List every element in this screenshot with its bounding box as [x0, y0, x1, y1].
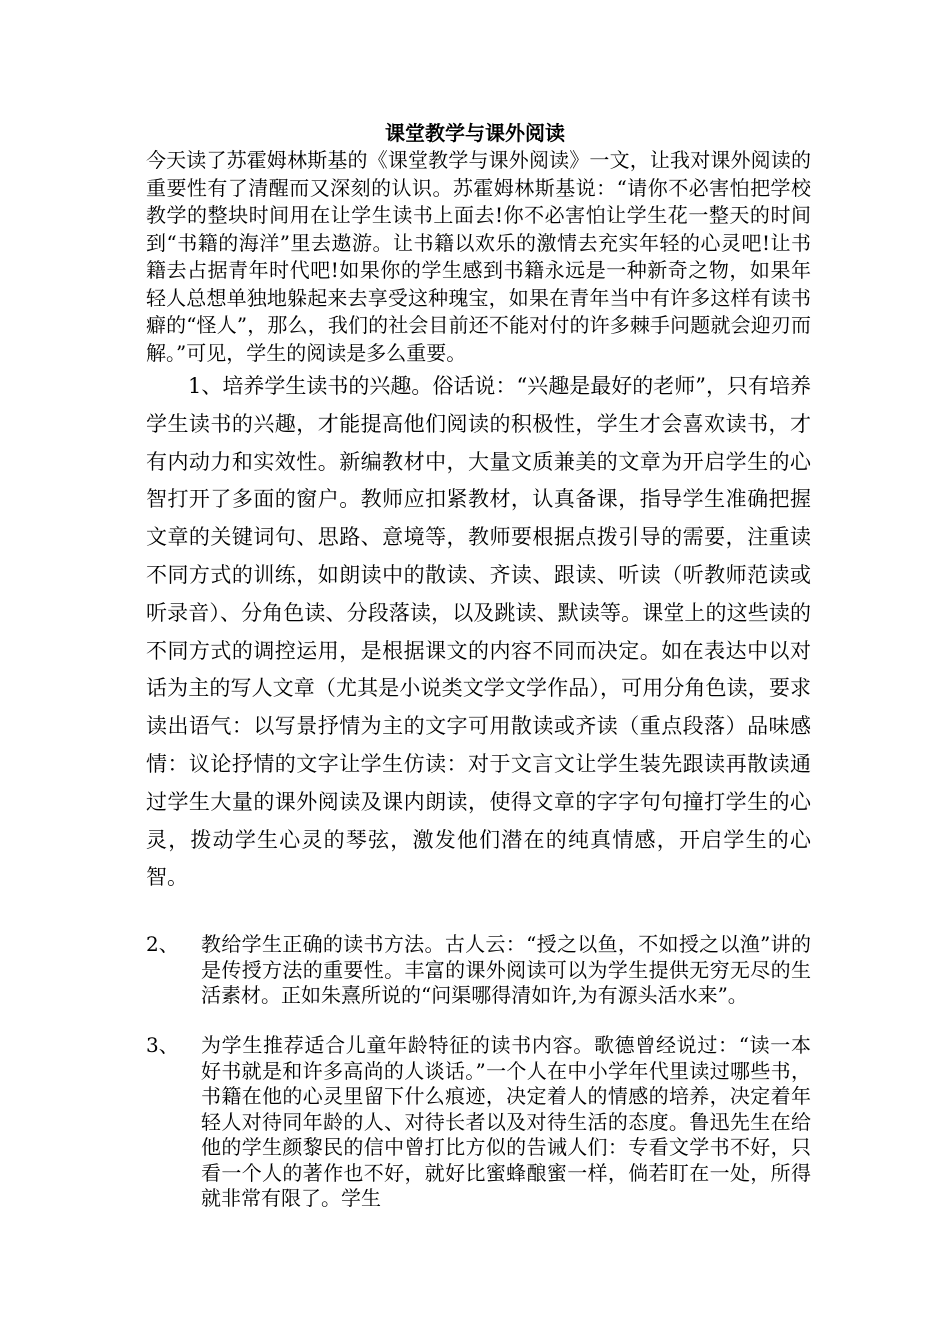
point-3-number: 3、 [146, 1033, 179, 1057]
point-2-number: 2、 [146, 932, 179, 956]
intro-paragraph: 今天读了苏霍姆林斯基的《课堂教学与课外阅读》一文，让我对课外阅读的重要性有了清醒而又深刻的认识。苏霍姆林斯基说：“请你不必害怕把学校教学的整块时间用在让学生读书上面去!你不必害怕让学生花一整天的时间到“书籍的海洋”里去遨游。让书籍以欢乐的激情去充实年轻的心灵吧!让书籍去占据青年时代吧!如果你的学生感到书籍永远是一种新奇之物，如果年轻人总想单独地躲起来去享受这种瑰宝，如果在青年当中有许多这样有读书癖的“怪人”，那么，我们的社会目前还不能对付的许多棘手问题就会迎刃而解。”可见，学生的阅读是多么重要。 [146, 148, 811, 365]
document-title: 课堂教学与课外阅读 [385, 121, 565, 145]
point-2-text: 教给学生正确的读书方法。古人云：“授之以鱼，不如授之以渔”讲的是传授方法的重要性。丰富的课外阅读可以为学生提供无穷无尽的生活素材。正如朱熹所说的“问渠哪得清如许,为有源头活水来”。 [201, 932, 811, 1007]
point-3-item [146, 1033, 811, 1212]
point-3-text: 为学生推荐适合儿童年龄特征的读书内容。歌德曾经说过：“读一本好书就是和许多高尚的人谈话。”一个人在中小学年代里读过哪些书，书籍在他的心灵里留下什么痕迹，决定着人的情感的培养，决定着年轻人对待同年龄的人、对待长者以及对待生活的态度。鲁迅先生在给他的学生颜黎民的信中曾打比方似的告诫人们：专看文学书不好，只看一个人的著作也不好，就好比蜜蜂酿蜜一样，倘若盯在一处，所得就非常有限了。学生 [201, 1033, 811, 1210]
point-2-item [146, 932, 811, 1009]
point-1-paragraph: 1、培养学生读书的兴趣。俗话说：“兴趣是最好的老师”，只有培养学生读书的兴趣，才能提高他们阅读的积极性，学生才会喜欢读书，才有内动力和实效性。新编教材中，大量文质兼美的文章为开启学生的心智打开了多面的窗户。教师应扣紧教材，认真备课，指导学生准确把握文章的关键词句、思路、意境等，教师要根据点拨引导的需要，注重读不同方式的训练，如朗读中的散读、齐读、跟读、听读（听教师范读或听录音）、分角色读、分段落读，以及跳读、默读等。课堂上的这些读的不同方式的调控运用，是根据课文的内容不同而决定。如在表达中以对话为主的写人文章（尤其是小说类文学文学作品），可用分角色读，要求读出语气：以写景抒情为主的文字可用散读或齐读（重点段落）品味感情：议论抒情的文字让学生仿读：对于文言文让学生装先跟读再散读通过学生大量的课外阅读及课内朗读，使得文章的字字句句撞打学生的心灵，拨动学生心灵的琴弦，激发他们潜在的纯真情感，开启学生的心智。 [146, 374, 811, 890]
